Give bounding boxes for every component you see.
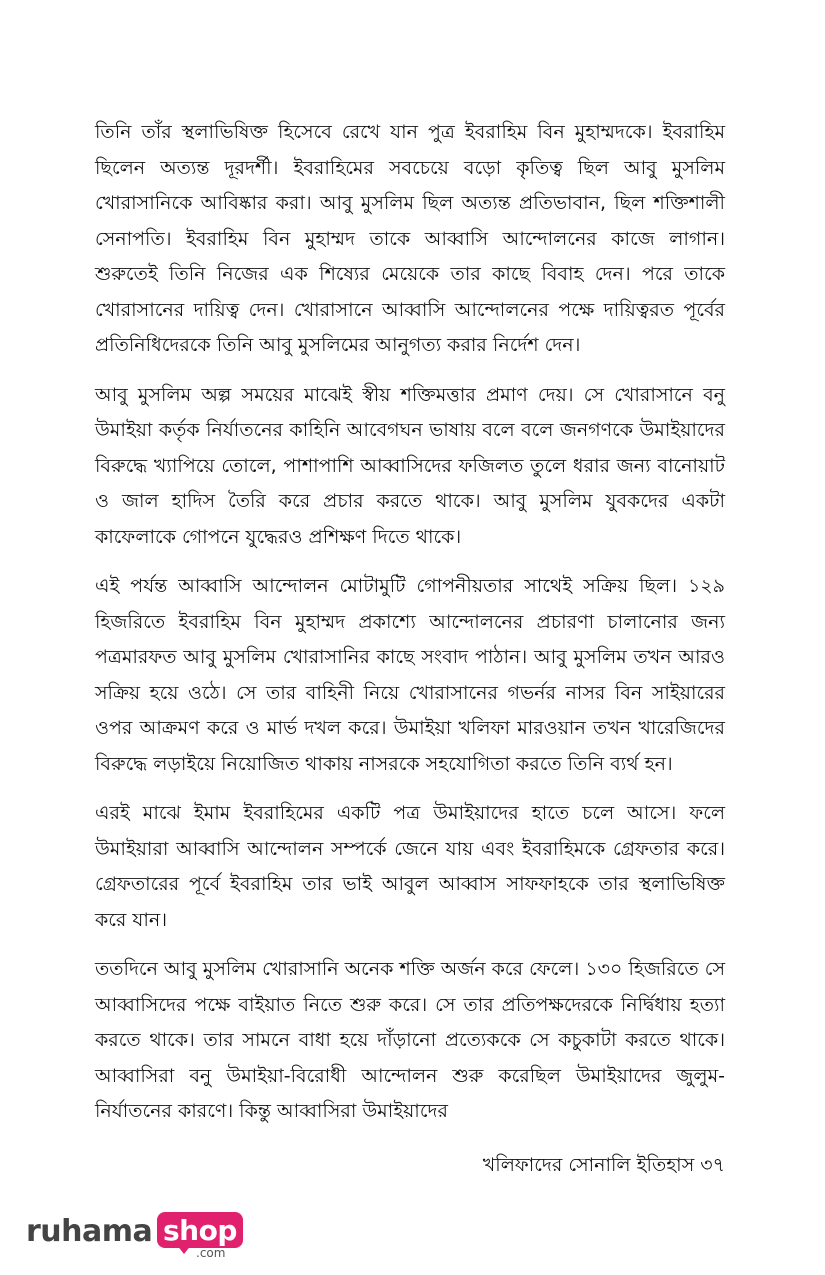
paragraph: এই পর্যন্ত আব্বাসি আন্দোলন মোটামুটি গোপনীয়তার সাথেই সক্রিয় ছিল। ১২৯ হিজরিতে ইবরাহিম বিন মুহাম্মদ প্রকাশ্যে আন্দোলনের প্রচারণা চালানোর জন্য পত্রমারফত আবু মুসলিম খোরাসানির কাছে সংবাদ পাঠান। আবু মুসলিম তখন আরও সক্রিয় হয়ে ওঠে। সে তার বাহিনী নিয়ে খোরাসানের গভর্নর নাসর বিন সাইয়ারের ওপর আক্রমণ করে ও মার্ভ দখল করে। উমাইয়া খলিফা মারওয়ান তখন খারেজিদের বিরুদ্ধে লড়াইয়ে নিয়োজিত থাকায় নাসরকে সহযোগিতা করতে তিনি ব্যর্থ হন।: [95, 575, 725, 775]
paragraph: এরই মাঝে ইমাম ইবরাহিমের একটি পত্র উমাইয়াদের হাতে চলে আসে। ফলে উমাইয়ারা আব্বাসি আন্দোলন সম্পর্কে জেনে যায় এবং ইবরাহিমকে গ্রেফতার করে। গ্রেফতারের পূর্বে ইবরাহিম তার ভাই আবুল আব্বাস সাফফাহকে তার স্থলাভিষিক্ত করে যান।: [95, 802, 725, 931]
logo-shop-badge: [157, 1212, 243, 1248]
logo-ruhama-text: ruhama: [26, 1214, 153, 1249]
page-body: [95, 115, 725, 1144]
logo-shop-text: shop: [163, 1213, 237, 1247]
running-footer-title: খলিফাদের সোনালি ইতিহাস ৩৭: [482, 1154, 725, 1176]
paragraph: আবু মুসলিম অল্প সময়ের মাঝেই স্বীয় শক্তিমত্তার প্রমাণ দেয়। সে খোরাসানে বনু উমাইয়া কর্তৃক নির্যাতনের কাহিনি আবেগঘন ভাষায় বলে বলে জনগণকে উমাইয়াদের বিরুদ্ধে খ্যাপিয়ে তোলে, পাশাপাশি আব্বাসিদের ফজিলত তুলে ধরার জন্য বানোয়াট ও জাল হাদিস তৈরি করে প্রচার করতে থাকে। আবু মুসলিম যুবকদের একটা কাফেলাকে গোপনে যুদ্ধেরও প্রশিক্ষণ দিতে থাকে।: [95, 383, 725, 548]
paragraph: ততদিনে আবু মুসলিম খোরাসানি অনেক শক্তি অর্জন করে ফেলে। ১৩০ হিজরিতে সে আব্বাসিদের পক্ষে বাইয়াত নিতে শুরু করে। সে তার প্রতিপক্ষদেরকে নির্দ্বিধায় হত্যা করতে থাকে। তার সামনে বাধা হয়ে দাঁড়ানো প্রত্যেককে সে কচুকাটা করতে থাকে। আব্বাসিরা বনু উমাইয়া-বিরোধী আন্দোলন শুরু করেছিল উমাইয়াদের জুলুম-নির্যাতনের কারণে। কিন্তু আব্বাসিরা উমাইয়াদের: [95, 958, 725, 1122]
paragraph: তিনি তাঁর স্থলাভিষিক্ত হিসেবে রেখে যান পুত্র ইবরাহিম বিন মুহাম্মদকে। ইবরাহিম ছিলেন অত্যন্ত দূরদর্শী। ইবরাহিমের সবচেয়ে বড়ো কৃতিত্ব ছিল আবু মুসলিম খোরাসানিকে আবিষ্কার করা। আবু মুসলিম ছিল অত্যন্ত প্রতিভাবান, ছিল শক্তিশালী সেনাপতি। ইবরাহিম বিন মুহাম্মদ তাকে আব্বাসি আন্দোলনের কাজে লাগান। শুরুতেই তিনি নিজের এক শিষ্যের মেয়েকে তার কাছে বিবাহ দেন। পরে তাকে খোরাসানের দায়িত্ব দেন। খোরাসানে আব্বাসি আন্দোলনের পক্ষে দায়িত্বরত পূর্বের প্রতিনিধিদেরকে তিনি আবু মুসলিমের আনুগত্য করার নির্দেশ দেন।: [95, 121, 725, 356]
logo-domain-text: .com: [196, 1246, 226, 1260]
ruhama-shop-logo: [26, 1208, 237, 1264]
logo-speech-tail-icon: [176, 1244, 192, 1254]
